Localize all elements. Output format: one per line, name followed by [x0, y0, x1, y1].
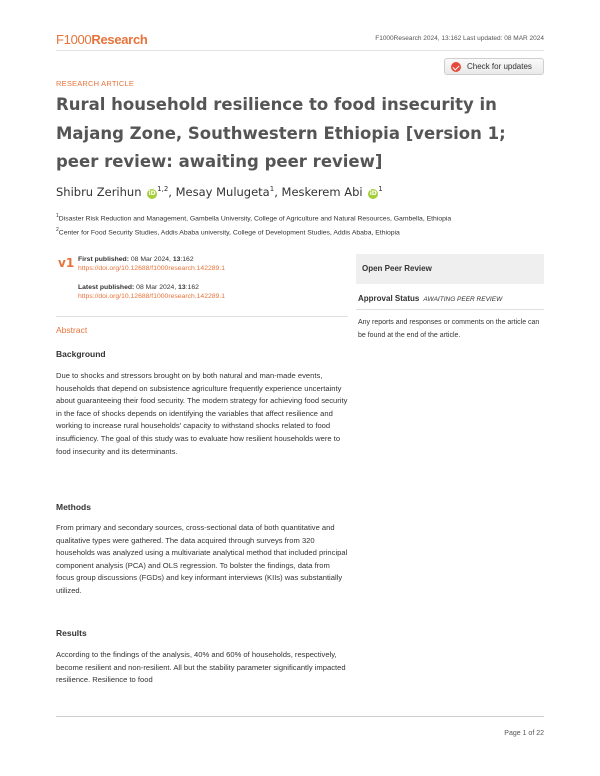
author-affiliation: 1 — [378, 185, 383, 194]
peer-review-panel — [356, 254, 544, 342]
background-heading: Background — [56, 349, 106, 359]
orcid-icon[interactable]: iD — [148, 190, 156, 197]
publication-info — [56, 254, 348, 310]
affiliation-item: $^1$Disaster Risk Reduction and Management, Gambella University, College of Agriculture and Natural Resources, Gambella, Ethiopia — [56, 213, 452, 223]
section-divider — [56, 316, 348, 317]
orcid-icon[interactable]: iD — [369, 190, 377, 197]
abstract-heading: Abstract — [56, 325, 88, 335]
version-label: v1 — [58, 256, 75, 270]
article-type: RESEARCH ARTICLE — [56, 79, 135, 88]
status-badge: AWAITING PEER REVIEW — [423, 296, 503, 303]
article-title: Rural household resilience to food insecurity in Majang Zone, Southwestern Ethiopia [version 1; peer review: awaiting peer review] — [56, 95, 506, 171]
author-affiliation: 1 — [269, 185, 275, 194]
citation-line: F1000Research 2024, 13:162 Last updated: 08 MAR 2024 — [375, 35, 544, 42]
page-number: Page 1 of 22 — [504, 730, 544, 737]
latest-doi-link[interactable]: https://doi.org/10.12688/f1000research.142289.1 — [78, 293, 225, 300]
latest-published: Latest published: 08 Mar 2024, 13:162 https://doi.org/10.12688/f1000research.142289.1 — [78, 284, 225, 300]
author-name[interactable]: Shibru Zerihun — [56, 185, 142, 199]
results-heading: Results — [56, 628, 87, 638]
page-header — [56, 32, 544, 48]
approval-status: Approval Status AWAITING PEER REVIEW — [356, 290, 544, 310]
open-peer-review-header: Open Peer Review — [356, 254, 544, 284]
author-name[interactable]: Mesay Mulugeta — [175, 185, 270, 199]
methods-text: From primary and secondary sources, cross-sectional data of both quantitative and qualitative types were gathered. The data acquired through surveys from 320 households was analyzed using a multivariate analytical method that included principal component analysis (PCA) and OLS regression. To bolster the findings, data from focus group discussions (FGDs) and key informant interviews (KIIs) was substantially utilized. — [56, 523, 348, 595]
header-divider — [56, 50, 544, 51]
methods-heading: Methods — [56, 502, 91, 512]
author-affiliation: 1,2 — [157, 185, 169, 194]
peer-review-note: Any reports and responses or comments on the article can be found at the end of the article. — [358, 319, 540, 339]
first-published: First published: 08 Mar 2024, 13:162 https://doi.org/10.12688/f1000research.142289.1 — [78, 256, 225, 272]
background-text: Due to shocks and stressors brought on by both natural and man-made events, households that depend on subsistence agriculture frequently experience uncertainty about guaranteeing their food security. The modern strategy for achieving food security in the face of shocks depends on identifying the variables that affect resilience and working to increase rural households' capacity to withstand shocks related to food insufficiency. The goal of this study was to evaluate how resilient households were to food insecurity and its determinants. — [56, 371, 348, 456]
first-doi-link[interactable]: https://doi.org/10.12688/f1000research.142289.1 — [78, 265, 225, 272]
author-name[interactable]: Meskerem Abi — [281, 185, 363, 199]
results-text: According to the findings of the analysis, 40% and 60% of households, respectively, become resilient and non-resilient. All but the stability parameter significantly impacted resilience. Resilience to food — [56, 650, 346, 685]
check-for-updates-button[interactable]: Check for updates — [444, 58, 544, 75]
checkmark-icon — [451, 62, 461, 72]
f1000-logo[interactable]: F1000Research — [56, 32, 148, 47]
affiliations — [56, 211, 451, 239]
affiliation-item: $^2$Center for Food Security Studies, Addis Ababa university, College of Development Studies, Addis Ababa, Ethiopia — [56, 226, 400, 237]
footer-divider — [56, 716, 544, 717]
author-list: Shibru Zerihun iD$^{1,2}$, Mesay Mulugeta$^1$, Meskerem Abi $iD^1$ — [56, 185, 383, 199]
